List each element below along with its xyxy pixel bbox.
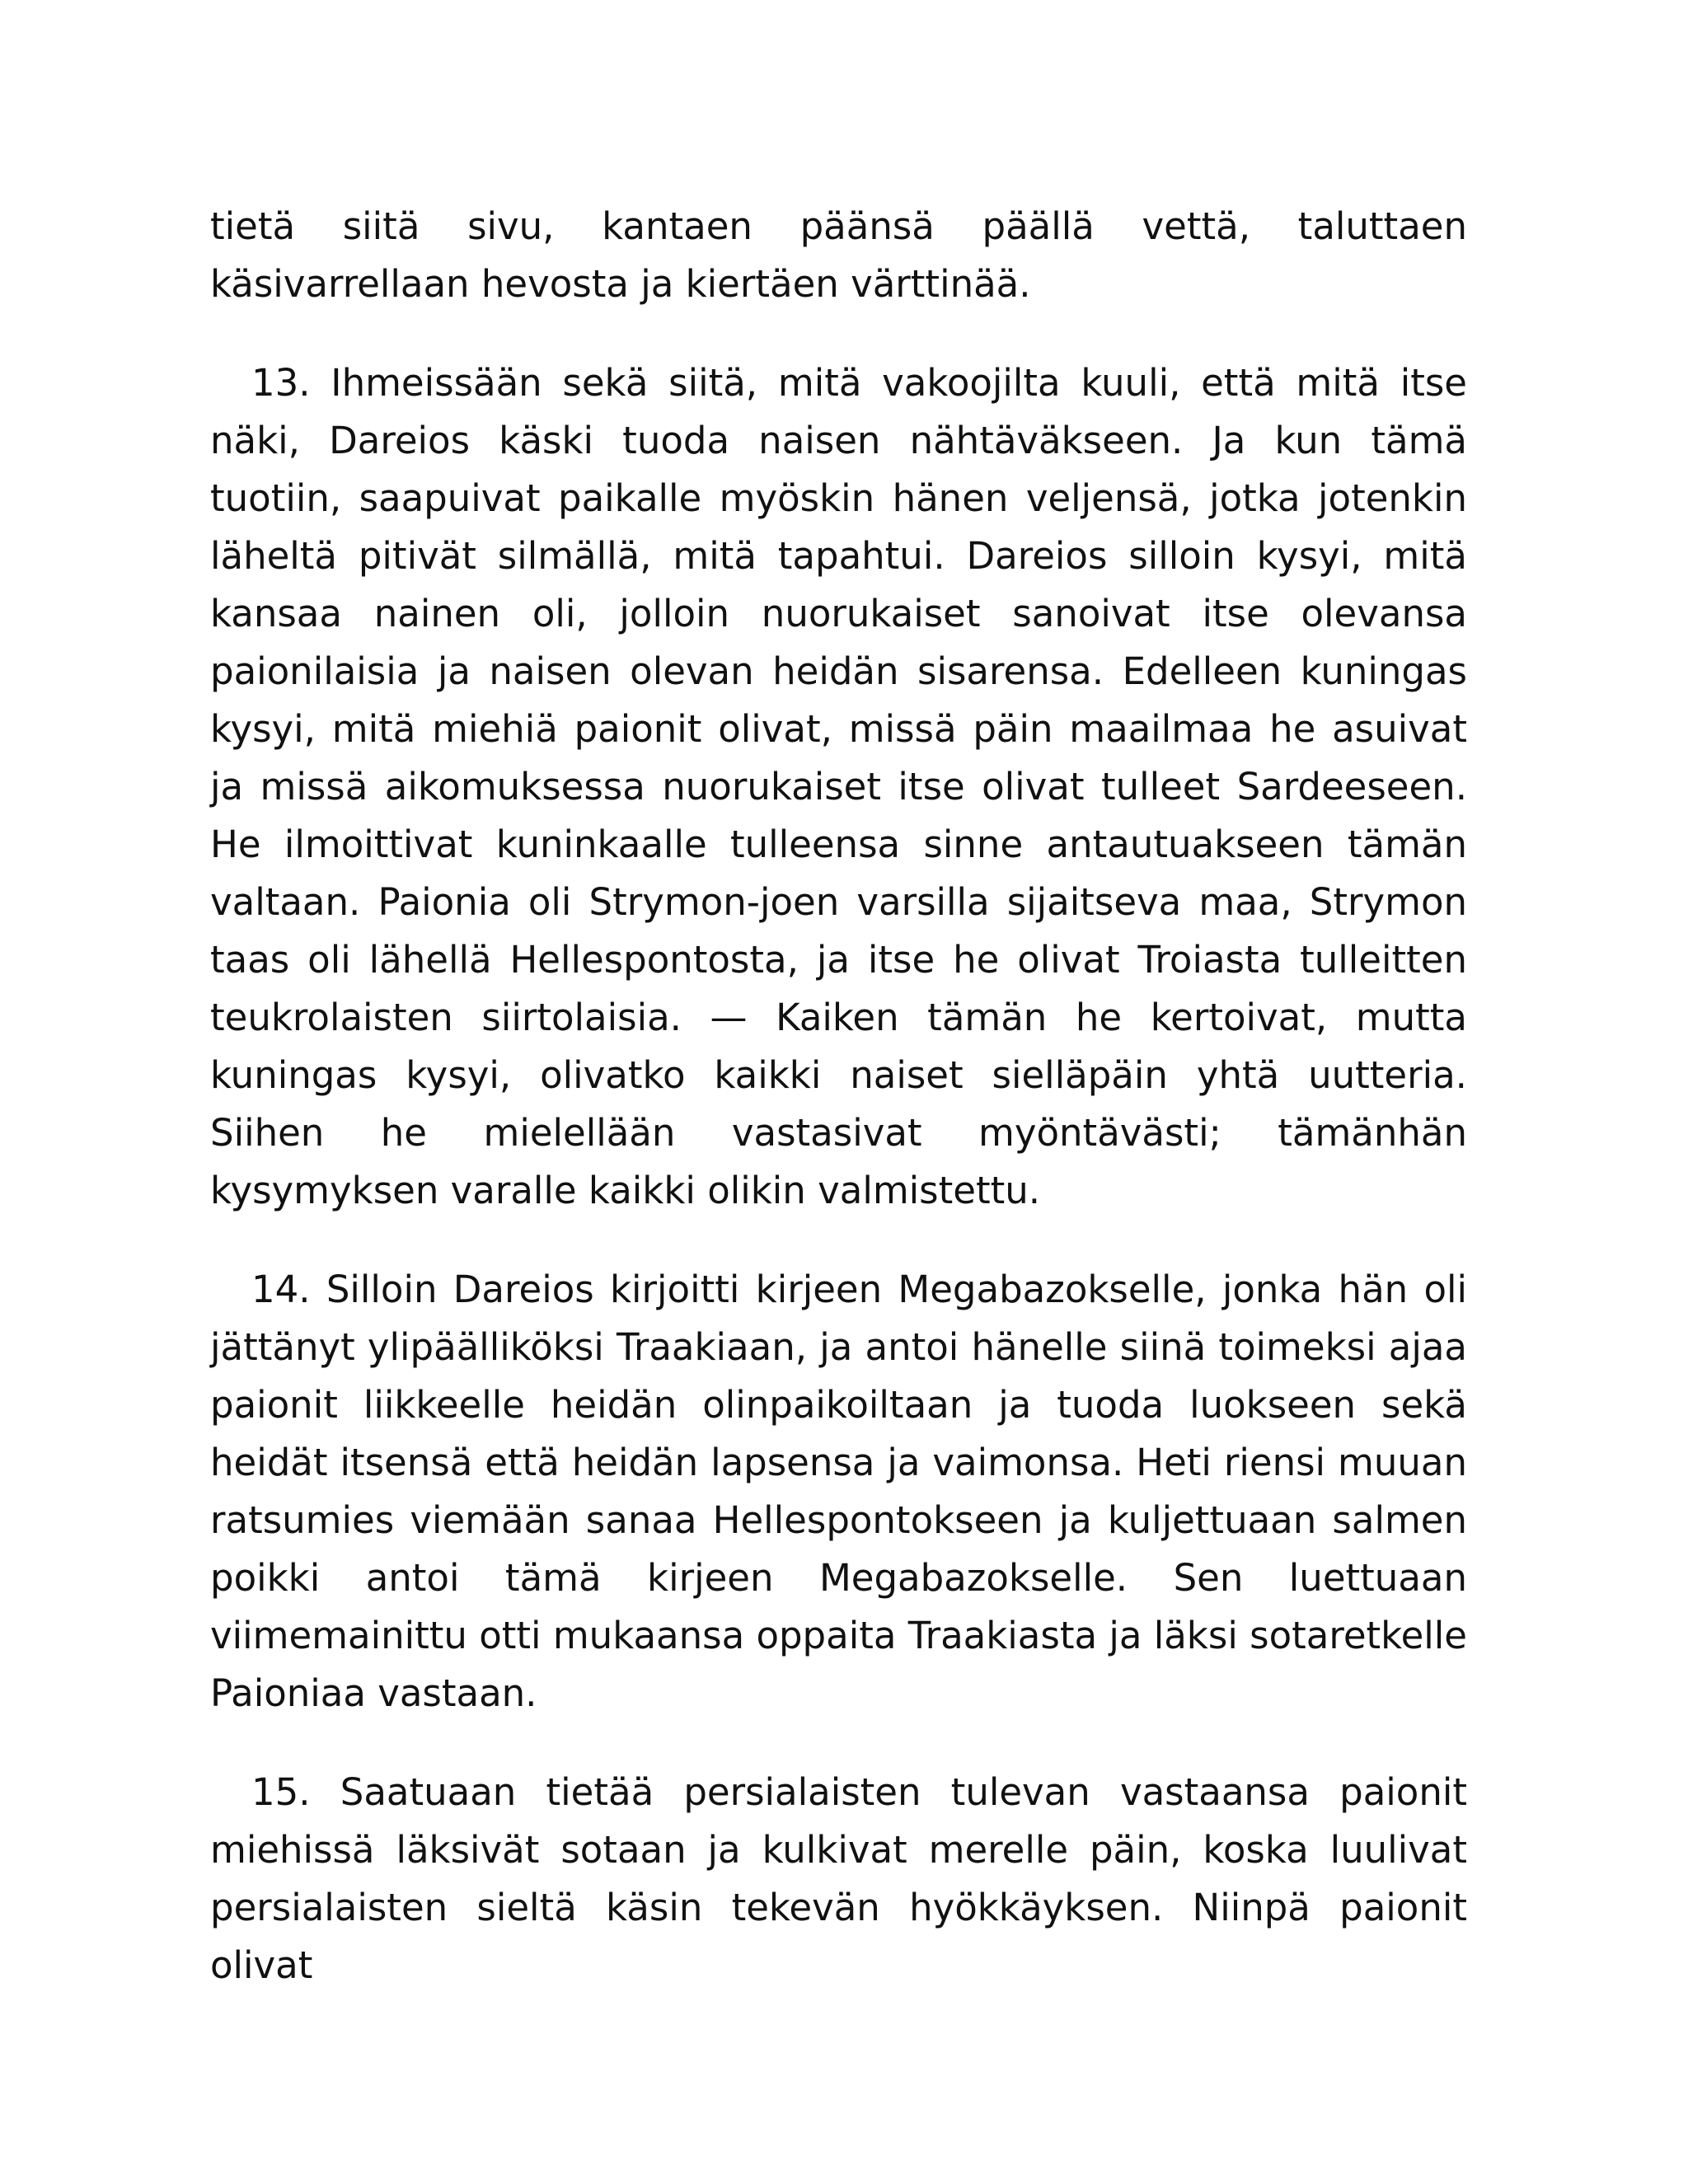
paragraph-continuation: tietä siitä sivu, kantaen päänsä päällä vettä, taluttaen käsivarrellaan hevosta ja kiertäen värttinää. <box>210 204 1467 306</box>
paragraph-15: 15. Saatuaan tietää persialaisten tulevan vastaansa paionit miehissä läksivät sotaan ja kulkivat merelle päin, koska luulivat persialaisten sieltä käsin tekevän hyökkäyksen. Niinpä paionit olivat <box>210 1770 1467 1987</box>
paragraph-13: 13. Ihmeissään sekä siitä, mitä vakoojilta kuuli, että mitä itse näki, Dareios käski tuoda naisen nähtäväkseen. Ja kun tämä tuotiin, saapuivat paikalle myöskin hänen veljensä, jotka jotenkin läheltä pitivät silmällä, mitä tapahtui. Dareios silloin kysyi, mitä kansaa nainen oli, jolloin nuorukaiset sanoivat itse olevansa paionilaisia ja naisen olevan heidän sisarensa. Edelleen kuningas kysyi, mitä miehiä paionit olivat, missä päin maailmaa he asuivat ja missä aikomuksessa nuorukaiset itse olivat tulleet Sardeeseen. He ilmoittivat kuninkaalle tulleensa sinne antautuakseen tämän valtaan. Paionia oli Strymon-joen varsilla sijaitseva maa, Strymon taas oli lähellä Hellespontosta, ja itse he olivat Troiasta tulleitten teukrolaisten siirtolaisia. — Kaiken tämän he kertoivat, mutta kuningas kysyi, olivatko kaikki naiset sielläpäin yhtä uutteria. Siihen he mielellään vastasivat myöntävästi; tämänhän kysymyksen varalle kaikki olikin valmistettu. <box>210 361 1467 1212</box>
document-page <box>210 198 1467 2036</box>
paragraph-14: 14. Silloin Dareios kirjoitti kirjeen Megabazokselle, jonka hän oli jättänyt ylipäälliköksi Traakiaan, ja antoi hänelle siinä toimeksi ajaa paionit liikkeelle heidän olinpaikoiltaan ja tuoda luokseen sekä heidät itsensä että heidän lapsensa ja vaimonsa. Heti riensi muuan ratsumies viemään sanaa Hellespontokseen ja kuljettuaan salmen poikki antoi tämä kirjeen Megabazokselle. Sen luettuaan viimemainittu otti mukaansa oppaita Traakiasta ja läksi sotaretkelle Paioniaa vastaan. <box>210 1268 1467 1715</box>
